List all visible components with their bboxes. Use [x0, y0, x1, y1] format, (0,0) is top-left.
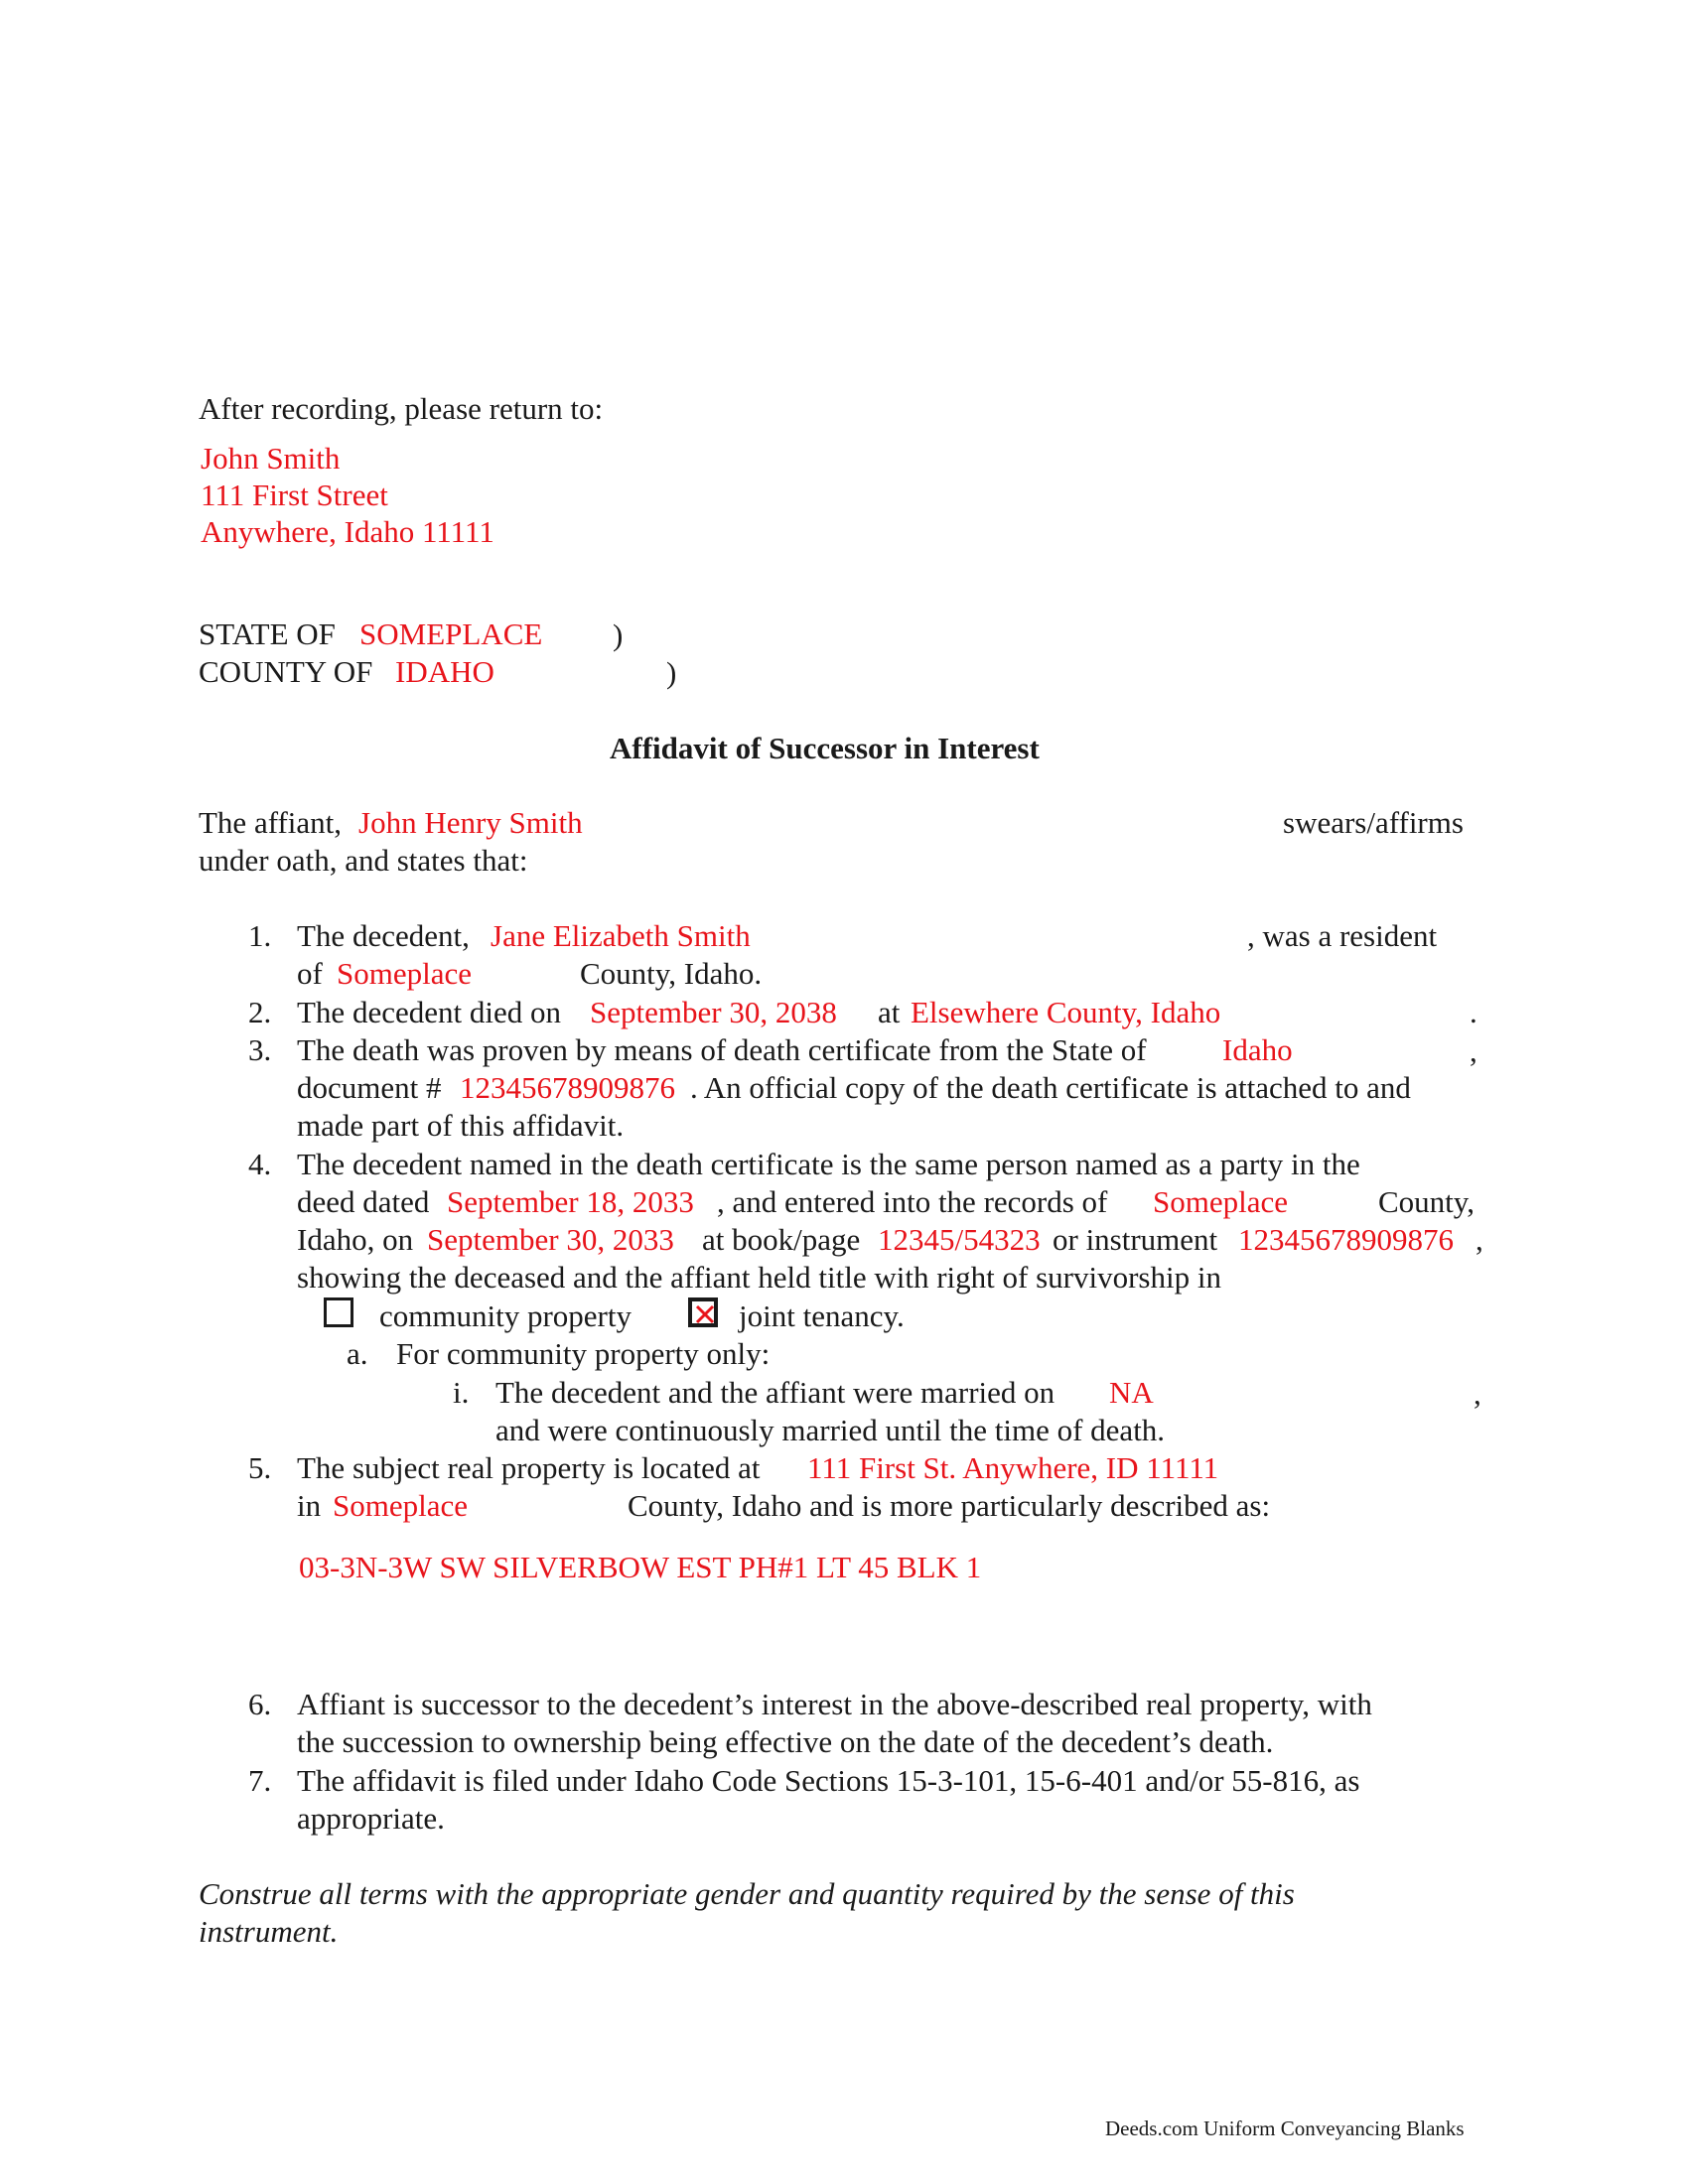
sub-i-text-a: The decedent and the affiant were married on [495, 1375, 1055, 1410]
item-2-text-b: at [878, 995, 901, 1029]
item-6-number: 6. [248, 1687, 272, 1721]
footer-credit: Deeds.com Uniform Conveyancing Blanks [1105, 2116, 1465, 2140]
item-7-text-b: appropriate. [297, 1801, 445, 1836]
item-4-text-g: or instrument [1053, 1222, 1218, 1257]
community-property-label: community property [379, 1298, 632, 1333]
construe-line-1: Construe all terms with the appropriate gender and quantity required by the sense of this [199, 1876, 1295, 1911]
item-1-text-b: , was a resident [1247, 918, 1438, 953]
construe-line-2: instrument. [199, 1914, 339, 1949]
item-5-text-a: The subject real property is located at [297, 1450, 761, 1485]
death-place: Elsewhere County, Idaho [911, 995, 1221, 1029]
certificate-state: Idaho [1222, 1032, 1293, 1067]
instrument-number: 12345678909876 [1238, 1222, 1454, 1257]
item-5-number: 5. [248, 1450, 272, 1485]
item-1-text-c: of [297, 956, 323, 991]
state-label: STATE OF [199, 616, 336, 651]
item-1-text-a: The decedent, [297, 918, 470, 953]
sub-a-letter: a. [347, 1336, 368, 1371]
intro-line2: under oath, and states that: [199, 843, 528, 878]
decedent-name: Jane Elizabeth Smith [491, 918, 751, 953]
book-page: 12345/54323 [878, 1222, 1041, 1257]
joint-tenancy-label: joint tenancy. [739, 1298, 905, 1333]
recording-date: September 30, 2033 [427, 1222, 674, 1257]
item-2-number: 2. [248, 995, 272, 1029]
joint-tenancy-checkbox[interactable] [688, 1297, 718, 1327]
deed-date: September 18, 2033 [447, 1184, 694, 1219]
return-city: Anywhere, Idaho 11111 [201, 514, 494, 549]
return-heading: After recording, please return to: [199, 391, 604, 426]
item-3-comma: , [1470, 1033, 1477, 1068]
item-4-text-c: , and entered into the records of [717, 1184, 1108, 1219]
sub-a-text: For community property only: [396, 1336, 771, 1371]
item-4-text-d: County, [1378, 1184, 1476, 1219]
community-property-checkbox[interactable] [324, 1297, 353, 1327]
return-street: 111 First Street [201, 478, 388, 512]
item-4-text-h: , [1476, 1222, 1483, 1257]
item-3-number: 3. [248, 1032, 272, 1067]
sub-i-comma: , [1474, 1376, 1481, 1411]
sub-i-text-b: and were continuously married until the time of death. [495, 1413, 1166, 1447]
certificate-document-number: 12345678909876 [460, 1070, 675, 1105]
item-7-number: 7. [248, 1763, 272, 1798]
county-value: IDAHO [395, 654, 494, 689]
item-4-text-b: deed dated [297, 1184, 430, 1219]
check-x-icon [695, 1304, 715, 1324]
records-county: Someplace [1153, 1184, 1289, 1219]
return-name: John Smith [201, 441, 341, 476]
item-5-text-b: in [297, 1488, 322, 1523]
item-2-text-a: The decedent died on [297, 995, 561, 1029]
item-2-text-c: . [1470, 995, 1477, 1029]
item-4-text-a: The decedent named in the death certificate is the same person named as a party in the [297, 1147, 1360, 1181]
property-address: 111 First St. Anywhere, ID 11111 [807, 1450, 1219, 1485]
state-value: SOMEPLACE [359, 616, 543, 651]
item-4-text-f: at book/page [702, 1222, 861, 1257]
state-paren: ) [613, 617, 624, 652]
item-3-text-d: made part of this affidavit. [297, 1108, 625, 1143]
affiant-name: John Henry Smith [358, 805, 583, 840]
item-6-text-a: Affiant is successor to the decedent’s interest in the above-described real property, with [297, 1687, 1372, 1721]
property-county: Someplace [333, 1488, 469, 1523]
residence-county: Someplace [337, 956, 473, 991]
item-6-text-b: the succession to ownership being effective on the date of the decedent’s death. [297, 1724, 1274, 1759]
item-1-number: 1. [248, 918, 272, 953]
item-4-text-e: Idaho, on [297, 1222, 414, 1257]
item-3-text-b: document # [297, 1070, 442, 1105]
death-date: September 30, 2038 [590, 995, 837, 1029]
county-label: COUNTY OF [199, 654, 373, 689]
item-3-text-a: The death was proven by means of death certificate from the State of [297, 1032, 1147, 1067]
marriage-date: NA [1109, 1375, 1154, 1410]
sub-i-number: i. [453, 1375, 470, 1410]
item-3-text-c: . An official copy of the death certificate is attached to and [690, 1070, 1411, 1105]
intro-suffix: swears/affirms [1283, 805, 1464, 840]
legal-description: 03-3N-3W SW SILVERBOW EST PH#1 LT 45 BLK 1 [299, 1550, 982, 1584]
document-title: Affidavit of Successor in Interest [610, 731, 1040, 765]
item-4-text-i: showing the deceased and the affiant held title with right of survivorship in [297, 1260, 1221, 1295]
item-4-number: 4. [248, 1147, 272, 1181]
item-5-text-c: County, Idaho and is more particularly described as: [628, 1488, 1271, 1523]
item-1-text-d: County, Idaho. [580, 956, 763, 991]
county-paren: ) [666, 655, 677, 690]
intro-prefix: The affiant, [199, 805, 343, 840]
item-7-text-a: The affidavit is filed under Idaho Code Sections 15-3-101, 15-6-401 and/or 55-816, as [297, 1763, 1360, 1798]
